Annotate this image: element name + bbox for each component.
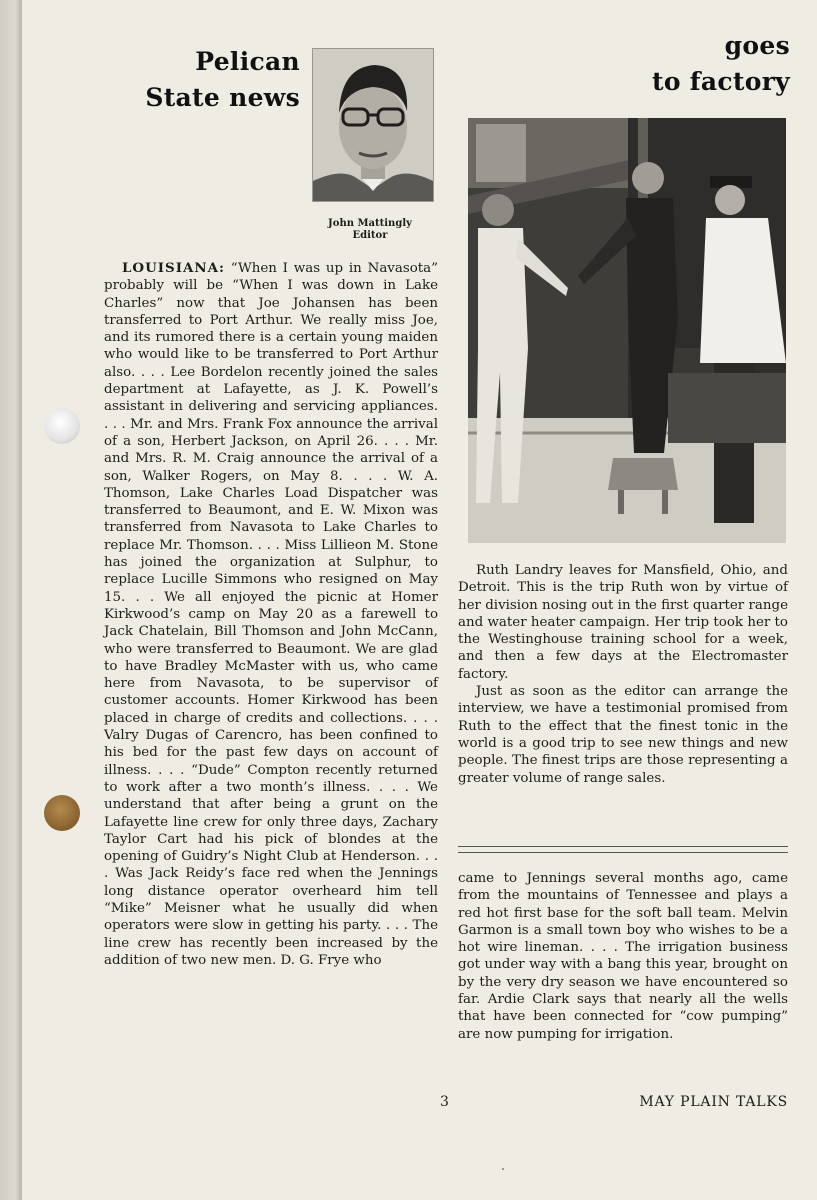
portrait-caption [300,218,440,242]
paper-speck [502,1168,504,1170]
column-divider-rule [458,846,788,853]
binder-hole-stained [44,795,80,831]
story-paragraph: Ruth Landry leaves for Mansfield, Ohio, and Detroit. This is the trip Ruth won by virtue of her division nosing out in the first quarter range and water heater campaign. Her trip took her to the Westinghouse training school for a week, and then a few days at the Electromaster factory. [458,563,788,682]
binder-hole [44,408,80,444]
running-title: MAY PLAIN TALKS [639,1094,788,1110]
editor-portrait [312,48,434,202]
caption-name: John Mattingly [328,218,412,229]
factory-trip-photo [468,118,786,543]
section-title [110,44,300,116]
page-number: 3 [440,1094,449,1110]
news-column-1 [104,260,438,969]
page-spine [0,0,22,1200]
title-line: to factory [651,67,790,96]
news-paragraph-continued: came to Jennings several months ago, came from the mountains of Tennessee and plays a red hot first base for the soft ball team. Melvin Garmon is a small town boy who wishes to be a hot wire lineman. . . . The irrigation business got under way with a bang this year, brought on by the very dry season we have encountered so far. Ardie Clark says that nearly all the wells that have been connected for “cow pumping” are now pumping for irrigation. [458,871,788,1042]
photo-story-column [458,562,788,787]
news-paragraph [104,260,438,969]
story-paragraph: Just as soon as the editor can arrange the interview, we have a testimonial promised from Ruth to the effect that the finest tonic in the world is a good trip to see new things and new people. The finest trips are those representing a greater volume of range sales. [458,684,788,786]
title-line: goes [724,31,790,60]
caption-role: Editor [352,230,388,241]
news-column-continued [458,870,788,1043]
title-line: Pelican [195,47,300,76]
portrait-photo-icon [313,49,433,201]
group-handshake-photo-icon [468,118,786,543]
title-line: State news [145,83,300,112]
state-lead: LOUISIANA: [122,260,225,276]
news-text: “When I was up in Navasota” probably will be “When I was down in Lake Charles” now that Joe Johansen has been transferred to Port Arthur. We really miss Joe, and its rumored there is a certain young maiden who would like to be transferred to Port Arthur also. . . . Lee Bordelon recently joined the sales department at Lafayette, as J. K. Powell’s assistant in delivering and servicing appliances. . . . Mr. and Mrs. Frank Fox announce the arrival of a son, Herbert Jackson, on April 26. . . . Mr. and Mrs. R. M. Craig announce the arrival of a son, Walker Rogers, on May 8. . . . W. A. Thomson, Lake Charles Load Dispatcher was transferred to Beaumont, and E. W. Mixon was transferred from Navasota to Lake Charles to replace Mr. Thomson. . . . Miss Lillieon M. Stone has joined the organization at Sulphur, to replace Lucille Simmons who resigned on May 15. . . We all enjoyed the picnic at Homer Kirkwood’s camp on May 20 as a farewell to Jack Chatelain, Bill Thomson and John McCann, who were transferred to Beaumont. We are glad to have Bradley McMaster with us, who came here from Navasota, to be supervisor of customer accounts. Homer Kirkwood has been placed in charge of credits and collections. . . . Valry Dugas of Carencro, has been confined to his bed for the past few days on account of illness. . . . “Dude” Compton recently returned to work after a two month’s illness. . . . We understand that after being a grunt on the Lafayette line crew for only three days, Zachary Taylor Cart had his pick of blondes at the opening of Guidry’s Night Club at Henderson. . . . Was Jack Reidy’s face red when the Jennings long distance operator overheard him tell “Mike” Meisner what he usually did when operators were slow in getting his party. . . . The line crew has recently been increased by the addition of two new men. D. G. Frye who [104,261,438,968]
section-title-continued [560,28,790,100]
